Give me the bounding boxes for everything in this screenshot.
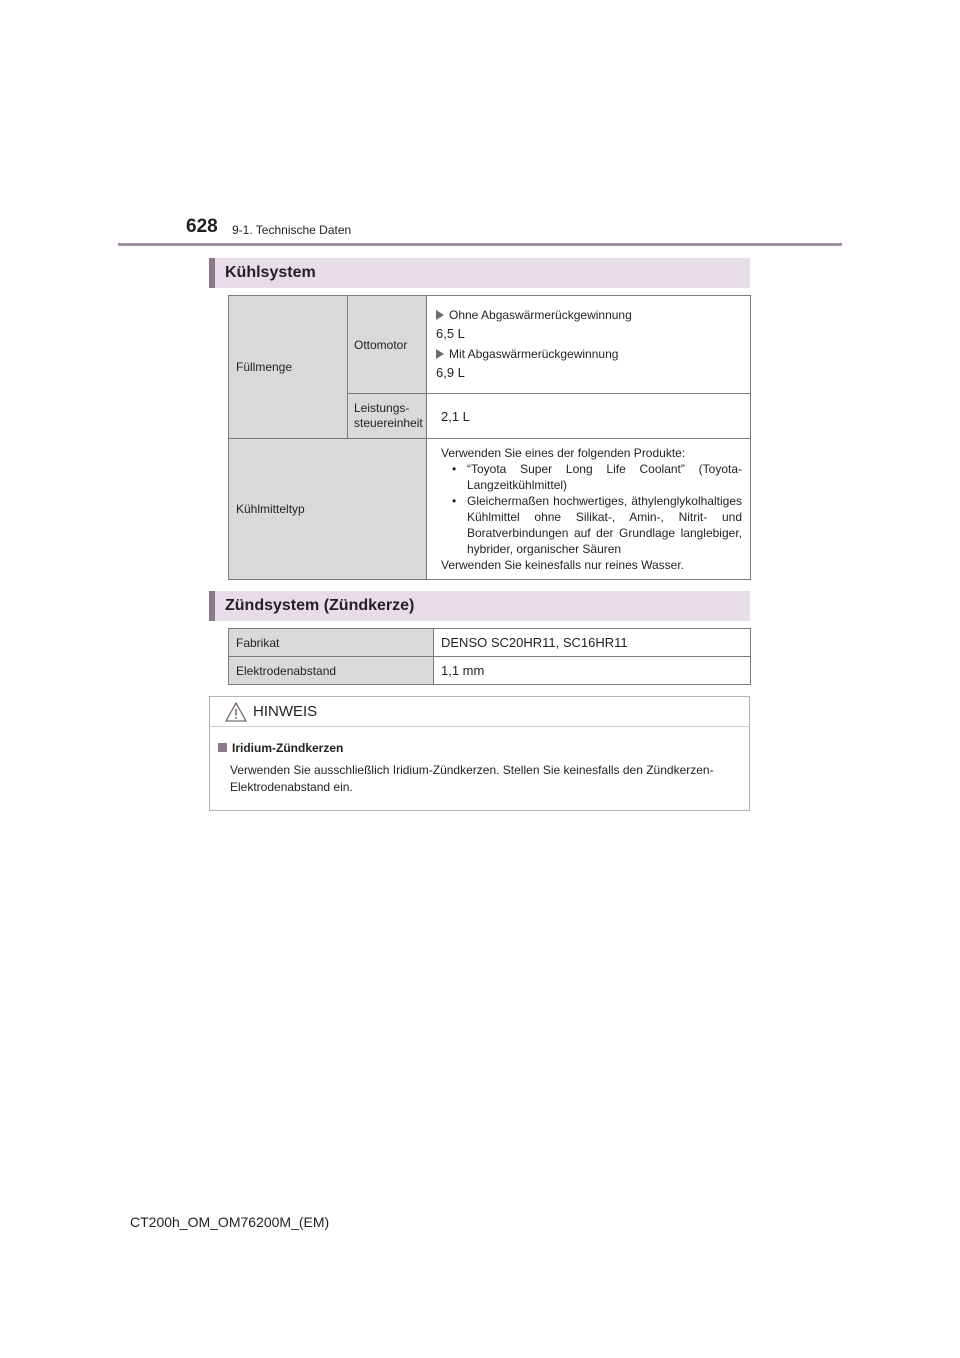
coolant-option-text: “Toyota Super Long Life Coolant” (Toyota-Langzeitkühlmittel) <box>467 462 742 492</box>
coolant-label-cell <box>229 439 427 580</box>
engine-label-cell <box>348 296 427 394</box>
engine-values-cell <box>427 296 751 394</box>
with-heat-recovery-label: Mit Abgaswärmerückgewinnung <box>449 346 619 361</box>
coolant-value-cell <box>427 439 751 580</box>
coolant-option <box>441 461 742 493</box>
gap-label: Elektrodenabstand <box>236 663 337 678</box>
fill-label-cell <box>229 296 348 439</box>
coolant-label: Kühlmitteltyp <box>236 502 305 516</box>
coolant-intro: Verwenden Sie eines der folgenden Produkte: <box>441 446 686 460</box>
bullet-dot-icon: • <box>452 462 457 476</box>
cooling-heading: Kühlsystem <box>209 258 750 288</box>
document-id: CT200h_OM_OM76200M_(EM) <box>130 1214 330 1230</box>
triangle-bullet-icon <box>436 310 444 320</box>
fill-label: Füllmenge <box>236 360 293 374</box>
notice-body: Verwenden Sie ausschließlich Iridium-Zündkerzen. Stellen Sie keinesfalls den Zündkerzen-Elektrodenabstand ein. <box>230 763 714 794</box>
notice-header <box>210 697 749 727</box>
with-heat-recovery <box>436 347 741 361</box>
header-rule <box>118 243 842 246</box>
coolant-option <box>441 493 742 557</box>
notice-title: HINWEIS <box>253 703 318 720</box>
ignition-table <box>228 628 751 685</box>
notice-box <box>209 696 750 811</box>
gap-value: 1,1 mm <box>441 663 485 678</box>
brand-value-cell <box>434 629 751 657</box>
notice-subtitle <box>218 741 343 755</box>
without-heat-recovery-label: Ohne Abgaswärmerückgewinnung <box>449 307 632 322</box>
brand-value: DENSO SC20HR11, SC16HR11 <box>441 635 628 650</box>
coolant-option-text: Gleichermaßen hochwertiges, äthylenglykolhaltiges Kühlmittel ohne Silikat-, Amin-, Nitrit- und Boratverbindungen auf der Grundlage langlebiger, hybrider, organischer Säuren <box>467 494 742 556</box>
cooling-table <box>228 295 751 580</box>
page-number: 628 <box>186 216 218 237</box>
engine-label: Ottomotor <box>354 337 408 352</box>
pcu-label-cell <box>348 394 427 439</box>
coolant-options <box>441 461 742 557</box>
triangle-bullet-icon <box>436 349 444 359</box>
warning-triangle-icon <box>225 702 247 722</box>
without-heat-recovery-value: 6,5 L <box>436 325 465 341</box>
section-label: 9-1. Technische Daten <box>232 223 352 237</box>
coolant-outro: Verwenden Sie keinesfalls nur reines Wasser. <box>441 558 685 572</box>
pcu-value: 2,1 L <box>441 408 470 424</box>
pcu-label-line-2: steuereinheit <box>354 416 423 430</box>
without-heat-recovery <box>436 308 741 322</box>
gap-value-cell <box>434 657 751 685</box>
with-heat-recovery-value: 6,9 L <box>436 364 465 380</box>
notice-subtitle-text: Iridium-Zündkerzen <box>232 741 344 755</box>
brand-label: Fabrikat <box>236 635 280 650</box>
pcu-value-cell <box>427 394 751 439</box>
bullet-dot-icon: • <box>452 494 457 508</box>
gap-label-cell <box>229 657 434 685</box>
brand-label-cell <box>229 629 434 657</box>
pcu-label-line-1: Leistungs- <box>354 401 410 415</box>
ignition-heading: Zündsystem (Zündkerze) <box>209 591 750 621</box>
square-bullet-icon <box>218 743 227 752</box>
